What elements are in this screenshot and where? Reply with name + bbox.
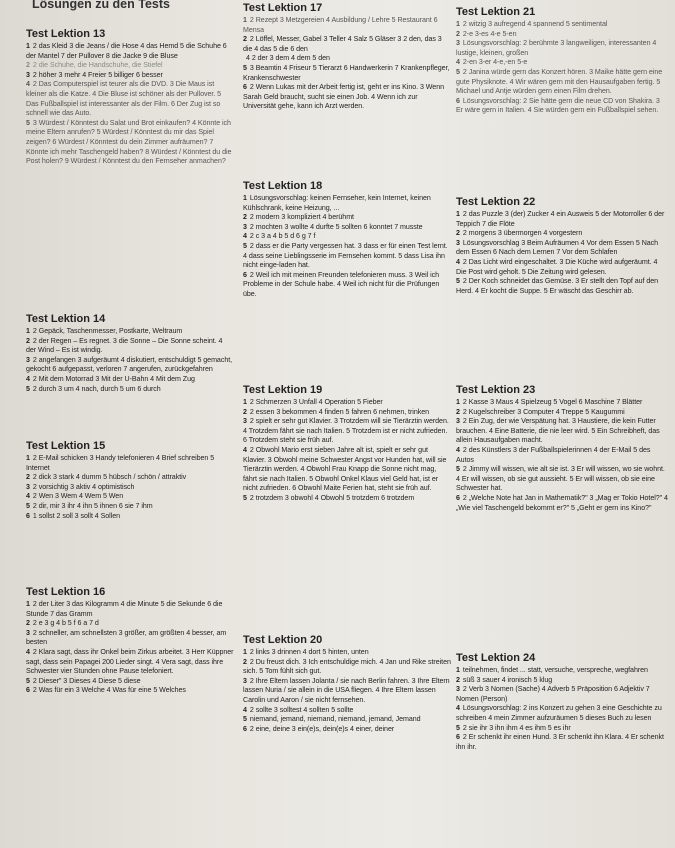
page-title: Lösungen zu den Tests <box>32 0 170 11</box>
answer-item: 1 2 das Puzzle 3 (der) Zucker 4 ein Ausweis 5 der Motorroller 6 der Teppich 7 die Flöte <box>456 210 665 228</box>
answer-item: 4 2 sollte 3 solltest 4 sollten 5 sollte <box>243 705 354 714</box>
answer-item: 2 2 Kugelschreiber 3 Computer 4 Treppe 5 Kaugummi <box>456 407 625 416</box>
answer-item: 6 2 Er schenkt ihr einen Hund. 3 Er schenkt ihn Klara. 4 Er schenkt ihn ihr. <box>456 733 664 751</box>
answer-item: 1 Lösungsvorschlag: keinen Fernseher, kein Internet, keinen Kühlschrank, keine Heizung, ... <box>243 194 431 212</box>
lesson-section <box>456 652 668 752</box>
answer-item: 1 2 links 3 drinnen 4 dort 5 hinten, unten <box>243 648 369 656</box>
lesson-title: Test Lektion 24 <box>456 652 536 664</box>
lesson-title: Test Lektion 22 <box>456 196 536 208</box>
answer-item: 5 2 dass er die Party vergessen hat. 3 dass er für einen Test lernt. 4 dass seine Lieblingsserie im Fernsehen kommt. 5 dass Lisa ihn nicht einge-laden hat. <box>243 241 448 270</box>
lesson-section <box>456 384 668 513</box>
lesson-title: Test Lektion 21 <box>456 6 536 18</box>
lesson-section <box>26 28 234 167</box>
answer-item: 5 3 Beamtin 4 Friseur 5 Tierarzt 6 Handwerkerin 7 Krankenpfleger, Krankenschwester <box>243 63 450 82</box>
lesson-title: Test Lektion 20 <box>243 634 323 646</box>
answer-item: 1 2 Gepäck, Taschenmesser, Postkarte, Weltraum <box>26 327 183 335</box>
answer-item: 3 2 schneller, am schnellsten 3 größer, am größten 4 besser, am besten <box>26 628 227 647</box>
lesson-title: Test Lektion 16 <box>26 586 106 598</box>
answer-item: 1 2 der Liter 3 das Kilogramm 4 die Minute 5 die Sekunde 6 die Stunde 7 das Gramm <box>26 600 223 618</box>
lesson-section <box>26 313 234 394</box>
answer-item: 2 2 essen 3 bekommen 4 finden 5 fahren 6 nehmen, trinken <box>243 407 430 416</box>
answer-item: 5 2 Janina würde gern das Konzert hören. 3 Maike hätte gern eine gute Physiknote. 4 Wir wären gern mit den Hausaufgaben fertig. 5 Michael und Antje würden gern einen Film drehen. <box>456 67 663 96</box>
answer-item: 1 2 witzig 3 aufregend 4 spannend 5 sentimental <box>456 20 608 28</box>
lesson-title: Test Lektion 15 <box>26 440 106 452</box>
answer-item: 1 2 E-Mail schicken 3 Handy telefonieren 4 Brief schreiben 5 Internet <box>26 454 215 472</box>
answer-item: 4 2 Das Licht wird eingeschaltet. 3 Die Küche wird aufgeräumt. 4 Die Post wird geholt. 5 Die Zeitung wird gelesen. <box>456 257 658 276</box>
lesson-title: Test Lektion 23 <box>456 384 536 396</box>
answer-item: 2 2 e 3 g 4 b 5 f 6 a 7 d <box>26 619 99 628</box>
answer-item: 1 teilnehmen, findet ... statt, versuche, verspreche, wegfahren <box>456 666 648 674</box>
lesson-section <box>243 180 451 300</box>
answer-item: 6 2 „Welche Note hat Jan in Mathematik?" 3 „Mag er Tokio Hotel?" 4 „Wie viel Taschengeld bekommt er?" 5 „Geht er gern ins Kino?" <box>456 493 668 512</box>
answer-item: 4 2-en 3-er 4-e,-en 5-e <box>456 58 528 67</box>
answer-item: 2 2 modern 3 kompliziert 4 berühmt <box>243 213 354 222</box>
answer-item: 1 2 Schmerzen 3 Unfall 4 Operation 5 Fieber <box>243 398 383 406</box>
lesson-section <box>26 586 234 696</box>
answer-item: 5 2 Der Koch schneidet das Gemüse. 3 Er stellt den Topf auf den Herd. 4 Er kocht die Suppe. 5 Er wäscht das Geschirr ab. <box>456 277 659 295</box>
answer-item: 6 2 Wenn Lukas mit der Arbeit fertig ist, geht er ins Kino. 3 Wenn Sarah Geld braucht, sucht sie einen Job. 4 Wenn ich zur Universität gehe, kann ich Arzt werden. <box>243 83 444 111</box>
lesson-section <box>243 634 451 734</box>
lesson-section <box>243 2 451 112</box>
answer-item: 6 Lösungsvorschlag: 2 Sie hätte gern die neue CD von Shakira. 3 Er wäre gern in Italien. 4 Sie würden gern ein Fußballspiel sehen. <box>456 96 660 115</box>
answer-item: 4 2 Mit dem Motorrad 3 Mit der U-Bahn 4 Mit dem Zug <box>26 374 195 383</box>
lesson-section <box>26 440 234 521</box>
answer-item: 3 Lösungsvorschlag 3 Beim Aufräumen 4 Vor dem Essen 5 Nach dem Essen 6 Nach dem Lernen 7 Vor dem Schlafen <box>456 238 659 257</box>
answer-item: 4 2 der 3 dem 4 dem 5 den <box>246 54 330 63</box>
answer-item: 2 2 morgens 3 übermorgen 4 vorgestern <box>456 229 583 238</box>
answer-item: 4 2 des Künstlers 3 der Fußballspielerinnen 4 der E-Mail 5 des Autos <box>456 445 651 464</box>
answer-item: 5 2 sie ihr 3 ihn ihm 4 es ihm 5 es ihr <box>456 723 571 732</box>
answer-item: 6 1 sollst 2 soll 3 sollt 4 Sollen <box>26 511 121 520</box>
answer-item: 2 2-e 3-es 4-e 5-en <box>456 29 517 38</box>
answer-item: 6 2 Was für ein 3 Welche 4 Was für eine 5 Welches <box>26 686 186 695</box>
answer-item: 2 2 Du freust dich. 3 Ich entschuldige mich. 4 Jan und Rike streiten sich. 5 Tom fühlt sich gut. <box>243 657 451 676</box>
answer-item: 5 2 durch 3 um 4 nach, durch 5 um 6 durch <box>26 384 161 393</box>
answer-item: 5 3 Würdest / Könntest du Salat und Brot einkaufen? 4 Könnte ich meine Eltern anrufen? 5 Würdest / Könntest du mir das Spiel zeigen? 6 Würdest / Könntest du dein Zimmer aufräumen? 7 Könnte ich mehr Taschengeld haben? 8 Würdest / Könntest du die Post holen? 9 Würdest / Könntest du den Fernseher anmachen? <box>26 118 232 166</box>
answer-item: 3 2 mochten 3 wollte 4 durfte 5 sollten 6 konntet 7 musste <box>243 222 423 231</box>
answer-item: 5 2 Dieser" 3 Dieses 4 Diese 5 diese <box>26 676 141 685</box>
answer-item: 2 süß 3 sauer 4 ironisch 5 klug <box>456 675 553 684</box>
answer-item: 3 2 Ihre Eltern lassen Jolanta / sie nach Berlin fahren. 3 Ihre Eltern lassen Nuria / sie allein in die USA fliegen. 4 Ihre Eltern lassen Carolin und Aaron / sie nicht fernsehen. <box>243 676 450 704</box>
lesson-title: Test Lektion 13 <box>26 28 106 40</box>
answer-item: 2 2 Löffel, Messer, Gabel 3 Teller 4 Salz 5 Gläser 3 2 den, das 3 die 4 das 5 die 6 den <box>243 35 442 53</box>
answer-item: 3 2 spielt er sehr gut Klavier. 3 Trotzdem will sie Tierärztin werden. 4 Trotzdem fährt sie nach Italien. 5 Trotzdem ist er nicht zufrieden. 6 Trotzdem steht sie früh auf. <box>243 417 449 445</box>
answer-item: 4 2 Klara sagt, dass ihr Onkel beim Zirkus arbeitet. 3 Herr Küppner sagt, dass sein Papagei 200 Lieder singt. 4 Vera sagt, dass ihre Schwester vier Stunden ohne Pause telefoniert. <box>26 647 234 676</box>
answer-item: 4 2 Das Computerspiel ist teurer als die DVD. 3 Die Maus ist kleiner als die Katze. 4 Die Bluse ist schöner als der Pullover. 5 Das Fußballspiel ist interessanter als der Film. 6 Der Zug ist so schnell wie das Auto. <box>26 80 222 118</box>
lesson-section <box>456 6 668 116</box>
lesson-section <box>456 196 668 296</box>
answer-item: 3 2 vorsichtig 3 aktiv 4 optimistisch <box>26 482 135 491</box>
answer-item: 4 Lösungsvorschlag: 2 ins Konzert zu gehen 3 eine Geschichte zu schreiben 4 mein Zimmer aufzuräumen 5 dieses Buch zu lesen <box>456 704 662 722</box>
lesson-title: Test Lektion 14 <box>26 313 106 325</box>
answer-item: 5 2 dir, mir 3 ihr 4 ihn 5 ihnen 6 sie 7 ihm <box>26 501 153 510</box>
answer-item: 1 2 das Kleid 3 die Jeans / die Hose 4 das Hemd 5 die Schuhe 6 der Mantel 7 der Pullover 8 die Jacke 9 die Bluse <box>26 42 227 60</box>
lesson-section <box>243 384 451 504</box>
answer-item: 4 2 Wen 3 Wem 4 Wem 5 Wen <box>26 492 124 501</box>
answer-item: 3 2 Verb 3 Nomen (Sache) 4 Adverb 5 Präposition 6 Adjektiv 7 Nomen (Person) <box>456 685 650 703</box>
answer-item: 6 2 Weil ich mit meinen Freunden telefonieren muss. 3 Weil ich Probleme in der Schule habe. 4 Weil ich nicht für die Prüfungen übe. <box>243 270 440 298</box>
answer-item: 1 2 Kasse 3 Maus 4 Spielzeug 5 Vogel 6 Maschine 7 Blätter <box>456 398 643 406</box>
lesson-title: Test Lektion 18 <box>243 180 323 192</box>
answer-item: 5 2 Jimmy will wissen, wie alt sie ist. 3 Er will wissen, wo sie wohnt. 4 Er will wissen, ob sie gut aussieht. 5 Er will wissen, ob sie eine Schwester hat. <box>456 465 665 493</box>
answer-item: 4 2 c 3 a 4 b 5 d 6 g 7 f <box>243 232 316 241</box>
answer-item: 3 2 angefangen 3 aufgeräumt 4 diskutiert, entschuldigt 5 gemacht, gekocht 6 aufgepasst, verloren 7 angerufen, zurückgefahren <box>26 355 233 374</box>
lesson-title: Test Lektion 17 <box>243 2 323 14</box>
answer-item: 2 2 der Regen – Es regnet. 3 die Sonne – Die Sonne scheint. 4 der Wind – Es ist windig. <box>26 336 223 355</box>
answer-item: 3 Lösungsvorschlag: 2 berühmte 3 langweiligen, interessanten 4 lustige, kleinen, großen <box>456 39 657 57</box>
answer-item: 3 2 Ein Zug, der wie Verspätung hat. 3 Haustiere, die kein Futter brauchen. 4 Eine Batterie, die nie leer wird. 5 Ein Schreibheft, das allein Hausaufgaben macht. <box>456 417 660 445</box>
answer-item: 4 2 Obwohl Mario erst sieben Jahre alt ist, spielt er sehr gut Klavier. 3 Obwohl meine Schwester Angst vor Hunden hat, will sie Tierärztin werden. 4 Obwohl Frau Knapp die Sonne nicht mag, fährt sie nach Italien. 5 Obwohl Onkel Klaus viel Geld hat, ist er nicht zufrieden. 6 Obwohl Maite Ferien hat, steht sie früh auf. <box>243 445 447 493</box>
answer-item: 5 niemand, jemand, niemand, niemand, jemand, Jemand <box>243 715 421 724</box>
answer-item: 2 2 die Schuhe, die Handschuhe, die Stiefel <box>26 61 163 70</box>
answer-item: 2 2 dick 3 stark 4 dumm 5 hübsch / schön / attraktiv <box>26 473 187 482</box>
lesson-title: Test Lektion 19 <box>243 384 323 396</box>
answer-item: 5 2 trotzdem 3 obwohl 4 Obwohl 5 trotzdem 6 trotzdem <box>243 493 415 502</box>
answer-item: 1 2 Rezept 3 Metzgereien 4 Ausbildung / Lehre 5 Restaurant 6 Mensa <box>243 16 438 34</box>
answer-item: 6 2 eine, deine 3 ein(e)s, dein(e)s 4 einer, deiner <box>243 724 395 733</box>
answer-item: 3 2 höher 3 mehr 4 Freier 5 billiger 6 besser <box>26 70 163 79</box>
